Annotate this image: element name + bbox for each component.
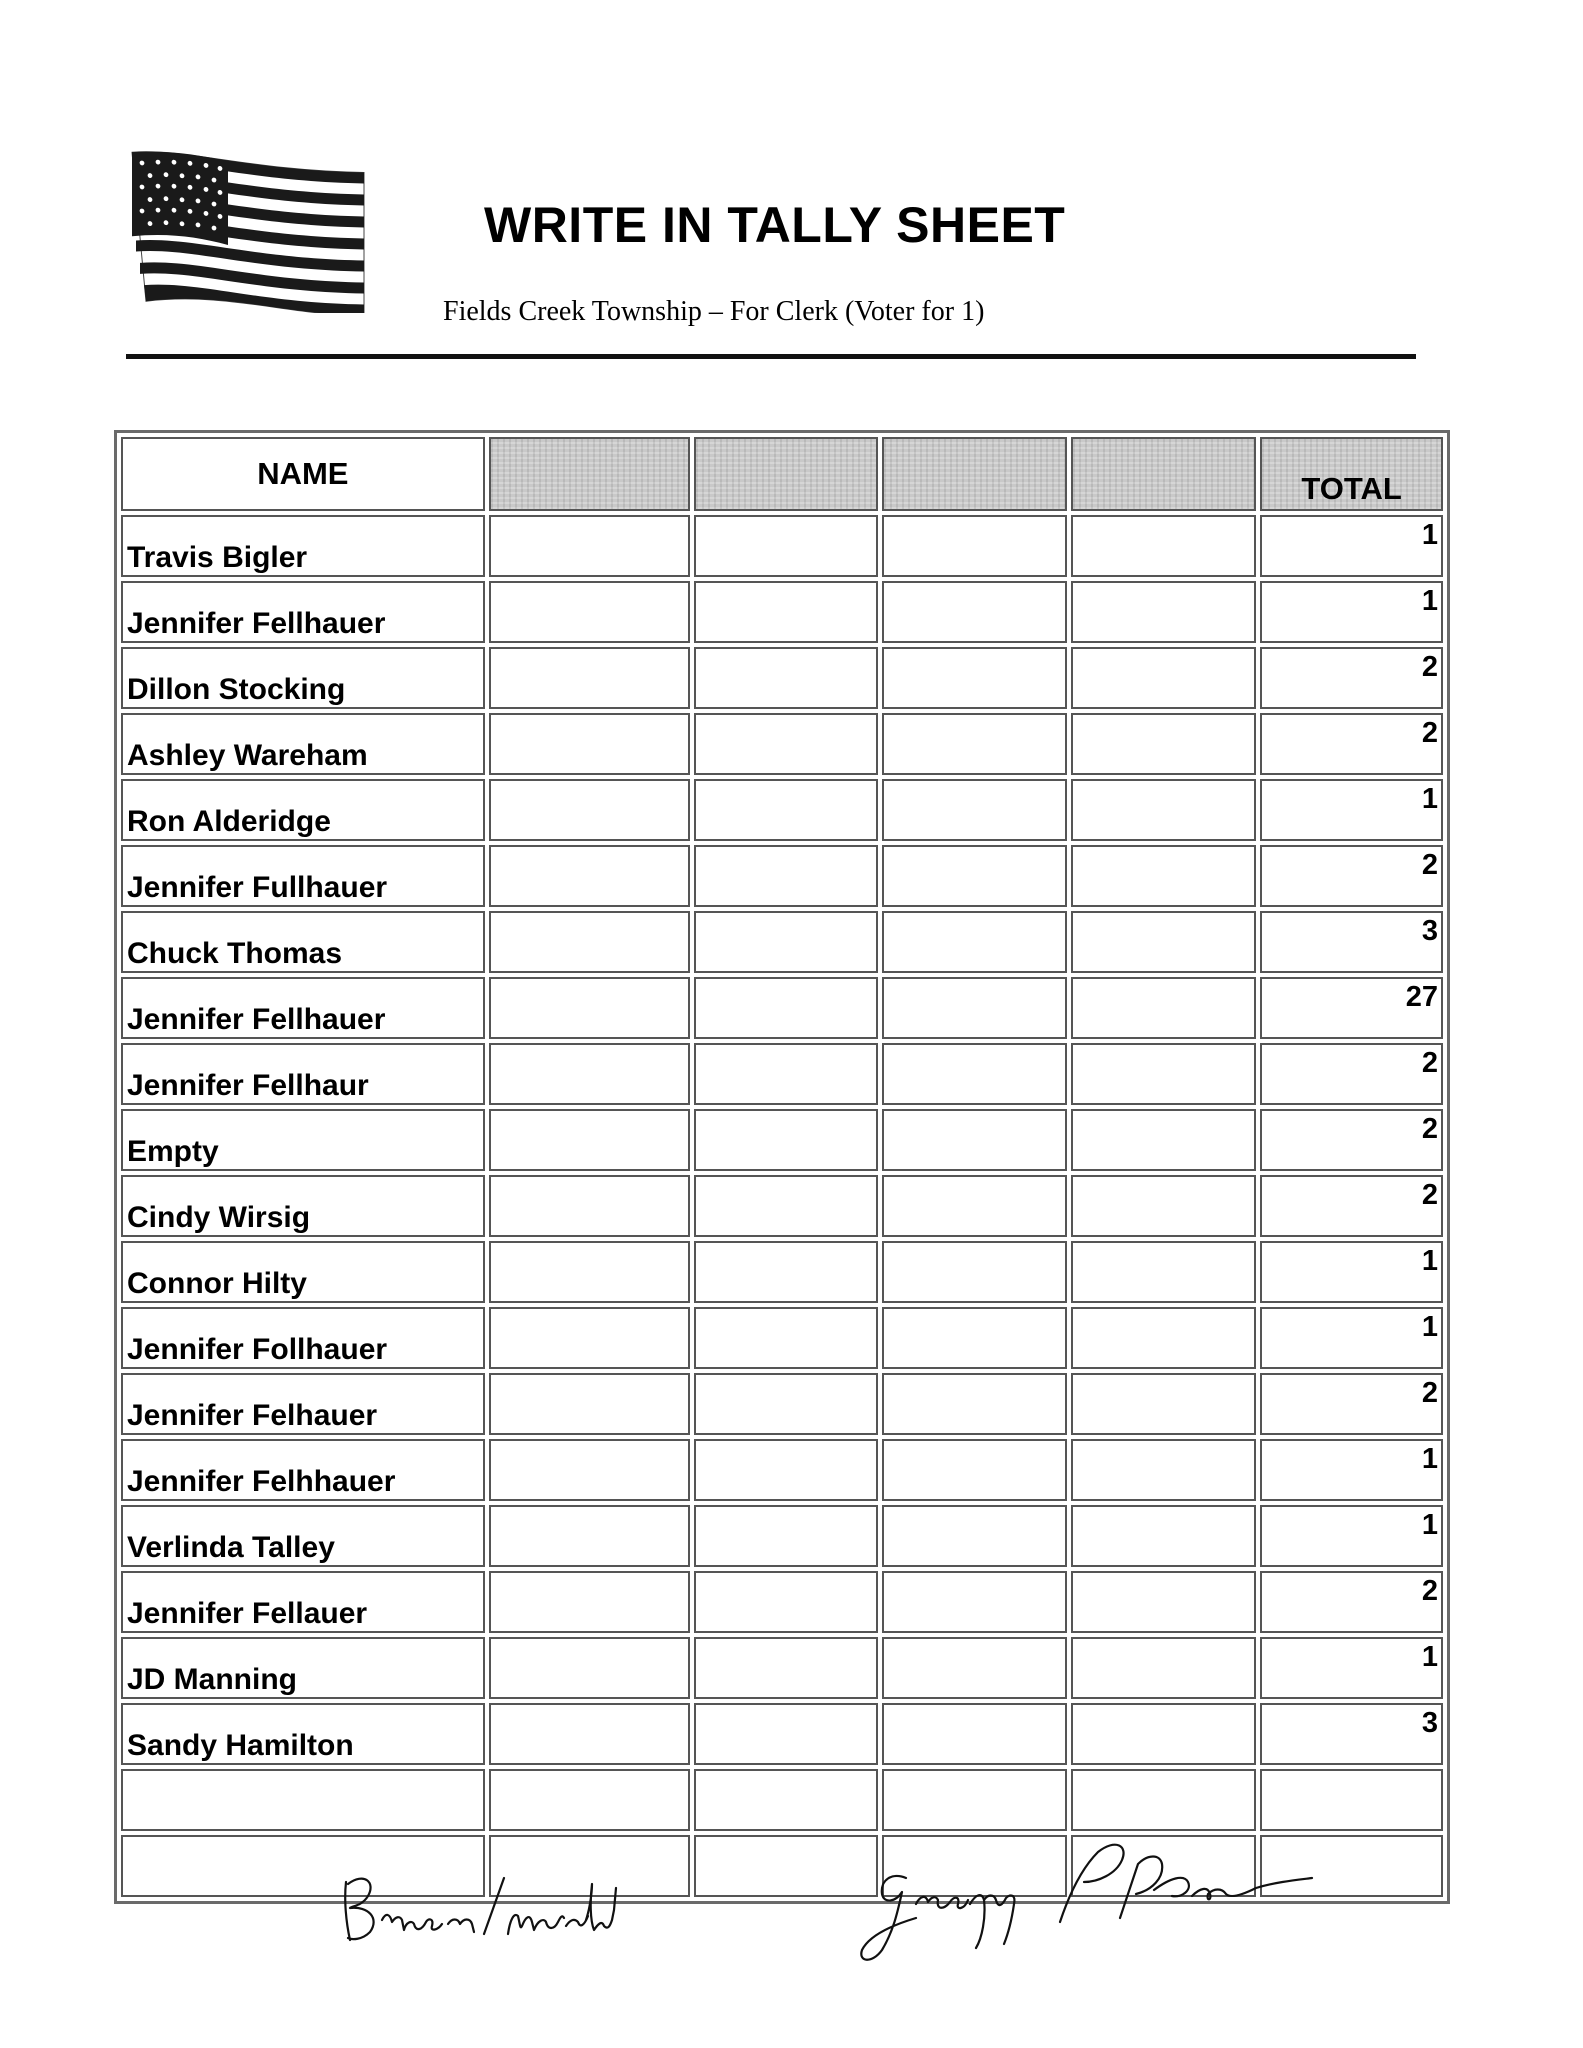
table-row (121, 1109, 1443, 1171)
total-cell: 1 (1260, 1307, 1443, 1369)
total-cell: 1 (1260, 1505, 1443, 1567)
tally-cell (1071, 1373, 1256, 1435)
table-row (121, 1769, 1443, 1831)
tally-cell (882, 1703, 1067, 1765)
tally-cell (489, 1769, 690, 1831)
candidate-name-cell: Cindy Wirsig (121, 1175, 485, 1237)
tally-cell (694, 977, 879, 1039)
total-cell: 2 (1260, 1043, 1443, 1105)
candidate-name-cell: Empty (121, 1109, 485, 1171)
tally-cell (882, 713, 1067, 775)
tally-cell (1071, 581, 1256, 643)
total-cell: 3 (1260, 1703, 1443, 1765)
candidate-name-cell: Jennifer Fullhauer (121, 845, 485, 907)
candidate-name-cell: Jennifer Fellhauer (121, 581, 485, 643)
tally-cell (489, 1571, 690, 1633)
tally-column-header (882, 437, 1067, 511)
table-row (121, 1043, 1443, 1105)
total-cell: 2 (1260, 1373, 1443, 1435)
tally-cell (1071, 779, 1256, 841)
candidate-name-cell: Jennifer Felhauer (121, 1373, 485, 1435)
total-cell: 1 (1260, 581, 1443, 643)
tally-cell (489, 779, 690, 841)
tally-table-body (121, 515, 1443, 1897)
tally-cell (882, 1109, 1067, 1171)
table-row (121, 1703, 1443, 1765)
total-column-header: TOTAL (1260, 437, 1443, 511)
tally-cell (694, 1703, 879, 1765)
tally-cell (489, 1439, 690, 1501)
candidate-name-cell: Travis Bigler (121, 515, 485, 577)
table-row (121, 1439, 1443, 1501)
tally-cell (694, 1637, 879, 1699)
tally-cell (694, 1769, 879, 1831)
tally-cell (882, 1175, 1067, 1237)
table-row (121, 515, 1443, 577)
tally-cell (1071, 647, 1256, 709)
tally-cell (489, 1109, 690, 1171)
tally-cell (489, 515, 690, 577)
tally-cell (882, 1043, 1067, 1105)
table-row (121, 647, 1443, 709)
tally-cell (489, 1043, 690, 1105)
tally-cell (1071, 515, 1256, 577)
us-flag-icon (128, 148, 368, 313)
tally-cell (489, 1175, 690, 1237)
tally-cell (694, 1571, 879, 1633)
tally-cell (882, 845, 1067, 907)
table-row (121, 581, 1443, 643)
total-cell: 27 (1260, 977, 1443, 1039)
candidate-name-cell: Jennifer Fellhauer (121, 977, 485, 1039)
tally-cell (694, 713, 879, 775)
tally-cell (882, 1505, 1067, 1567)
tally-cell (882, 977, 1067, 1039)
total-cell: 1 (1260, 1241, 1443, 1303)
tally-column-header (489, 437, 690, 511)
total-cell: 2 (1260, 713, 1443, 775)
tally-cell (489, 1505, 690, 1567)
tally-cell (1071, 845, 1256, 907)
signature-right (836, 1838, 1316, 1968)
tally-cell (882, 911, 1067, 973)
tally-cell (1071, 713, 1256, 775)
candidate-name-cell: Dillon Stocking (121, 647, 485, 709)
tally-cell (1071, 1505, 1256, 1567)
tally-column-header (694, 437, 879, 511)
tally-cell (489, 977, 690, 1039)
tally-cell (489, 1241, 690, 1303)
table-row (121, 1505, 1443, 1567)
tally-cell (489, 1307, 690, 1369)
page-title: WRITE IN TALLY SHEET (484, 197, 1066, 253)
tally-cell (1071, 1571, 1256, 1633)
tally-cell (694, 1505, 879, 1567)
header-divider (126, 354, 1416, 359)
tally-cell (1071, 1769, 1256, 1831)
tally-cell (694, 911, 879, 973)
total-cell: 1 (1260, 1637, 1443, 1699)
tally-cell (489, 911, 690, 973)
total-cell: 1 (1260, 1439, 1443, 1501)
total-cell: 3 (1260, 911, 1443, 973)
total-cell: 1 (1260, 515, 1443, 577)
tally-cell (489, 1373, 690, 1435)
tally-column-header (1071, 437, 1256, 511)
candidate-name-cell (121, 1769, 485, 1831)
tally-cell (882, 581, 1067, 643)
tally-cell (1071, 1637, 1256, 1699)
tally-cell (489, 581, 690, 643)
table-row (121, 1373, 1443, 1435)
total-cell: 2 (1260, 845, 1443, 907)
tally-cell (694, 1307, 879, 1369)
candidate-name-cell: Jennifer Fellhaur (121, 1043, 485, 1105)
tally-cell (489, 647, 690, 709)
candidate-name-cell: JD Manning (121, 1637, 485, 1699)
page-subtitle: Fields Creek Township – For Clerk (Voter for 1) (443, 296, 985, 327)
table-row (121, 845, 1443, 907)
tally-cell (694, 1175, 879, 1237)
table-row (121, 1637, 1443, 1699)
candidate-name-cell: Jennifer Felhhauer (121, 1439, 485, 1501)
signature-left (334, 1860, 634, 1950)
tally-cell (882, 1571, 1067, 1633)
tally-cell (1071, 1307, 1256, 1369)
table-header-row (121, 437, 1443, 511)
candidate-name-cell: Ron Alderidge (121, 779, 485, 841)
table-row (121, 911, 1443, 973)
tally-cell (694, 647, 879, 709)
tally-cell (882, 1637, 1067, 1699)
candidate-name-cell: Connor Hilty (121, 1241, 485, 1303)
total-cell: 2 (1260, 1175, 1443, 1237)
tally-cell (1071, 977, 1256, 1039)
total-cell: 2 (1260, 1571, 1443, 1633)
table-row (121, 713, 1443, 775)
tally-cell (1071, 1439, 1256, 1501)
tally-cell (1071, 1241, 1256, 1303)
tally-cell (694, 1439, 879, 1501)
tally-cell (1071, 1043, 1256, 1105)
tally-cell (694, 1109, 879, 1171)
tally-cell (694, 1241, 879, 1303)
tally-cell (882, 1307, 1067, 1369)
tally-cell (489, 1637, 690, 1699)
candidate-name-cell: Chuck Thomas (121, 911, 485, 973)
table-row (121, 1175, 1443, 1237)
table-row (121, 977, 1443, 1039)
candidate-name-cell: Ashley Wareham (121, 713, 485, 775)
tally-cell (882, 1241, 1067, 1303)
tally-cell (489, 845, 690, 907)
tally-cell (882, 515, 1067, 577)
tally-cell (1071, 1703, 1256, 1765)
name-column-header: NAME (121, 437, 485, 511)
tally-cell (882, 779, 1067, 841)
tally-cell (489, 1703, 690, 1765)
tally-cell (694, 515, 879, 577)
candidate-name-cell: Verlinda Talley (121, 1505, 485, 1567)
tally-cell (882, 647, 1067, 709)
tally-cell (1071, 911, 1256, 973)
tally-cell (882, 1373, 1067, 1435)
tally-cell (694, 581, 879, 643)
table-row (121, 1571, 1443, 1633)
tally-cell (694, 779, 879, 841)
tally-cell (694, 1373, 879, 1435)
tally-cell (694, 845, 879, 907)
tally-cell (882, 1769, 1067, 1831)
total-cell: 2 (1260, 647, 1443, 709)
table-row (121, 1307, 1443, 1369)
tally-cell (882, 1439, 1067, 1501)
tally-cell (1071, 1175, 1256, 1237)
tally-cell (489, 713, 690, 775)
candidate-name-cell: Jennifer Follhauer (121, 1307, 485, 1369)
table-row (121, 1241, 1443, 1303)
tally-cell (1071, 1109, 1256, 1171)
tally-cell (694, 1043, 879, 1105)
total-cell: 1 (1260, 779, 1443, 841)
total-cell: 2 (1260, 1109, 1443, 1171)
table-row (121, 779, 1443, 841)
total-cell (1260, 1769, 1443, 1831)
candidate-name-cell: Sandy Hamilton (121, 1703, 485, 1765)
candidate-name-cell: Jennifer Fellauer (121, 1571, 485, 1633)
tally-table (114, 430, 1450, 1904)
